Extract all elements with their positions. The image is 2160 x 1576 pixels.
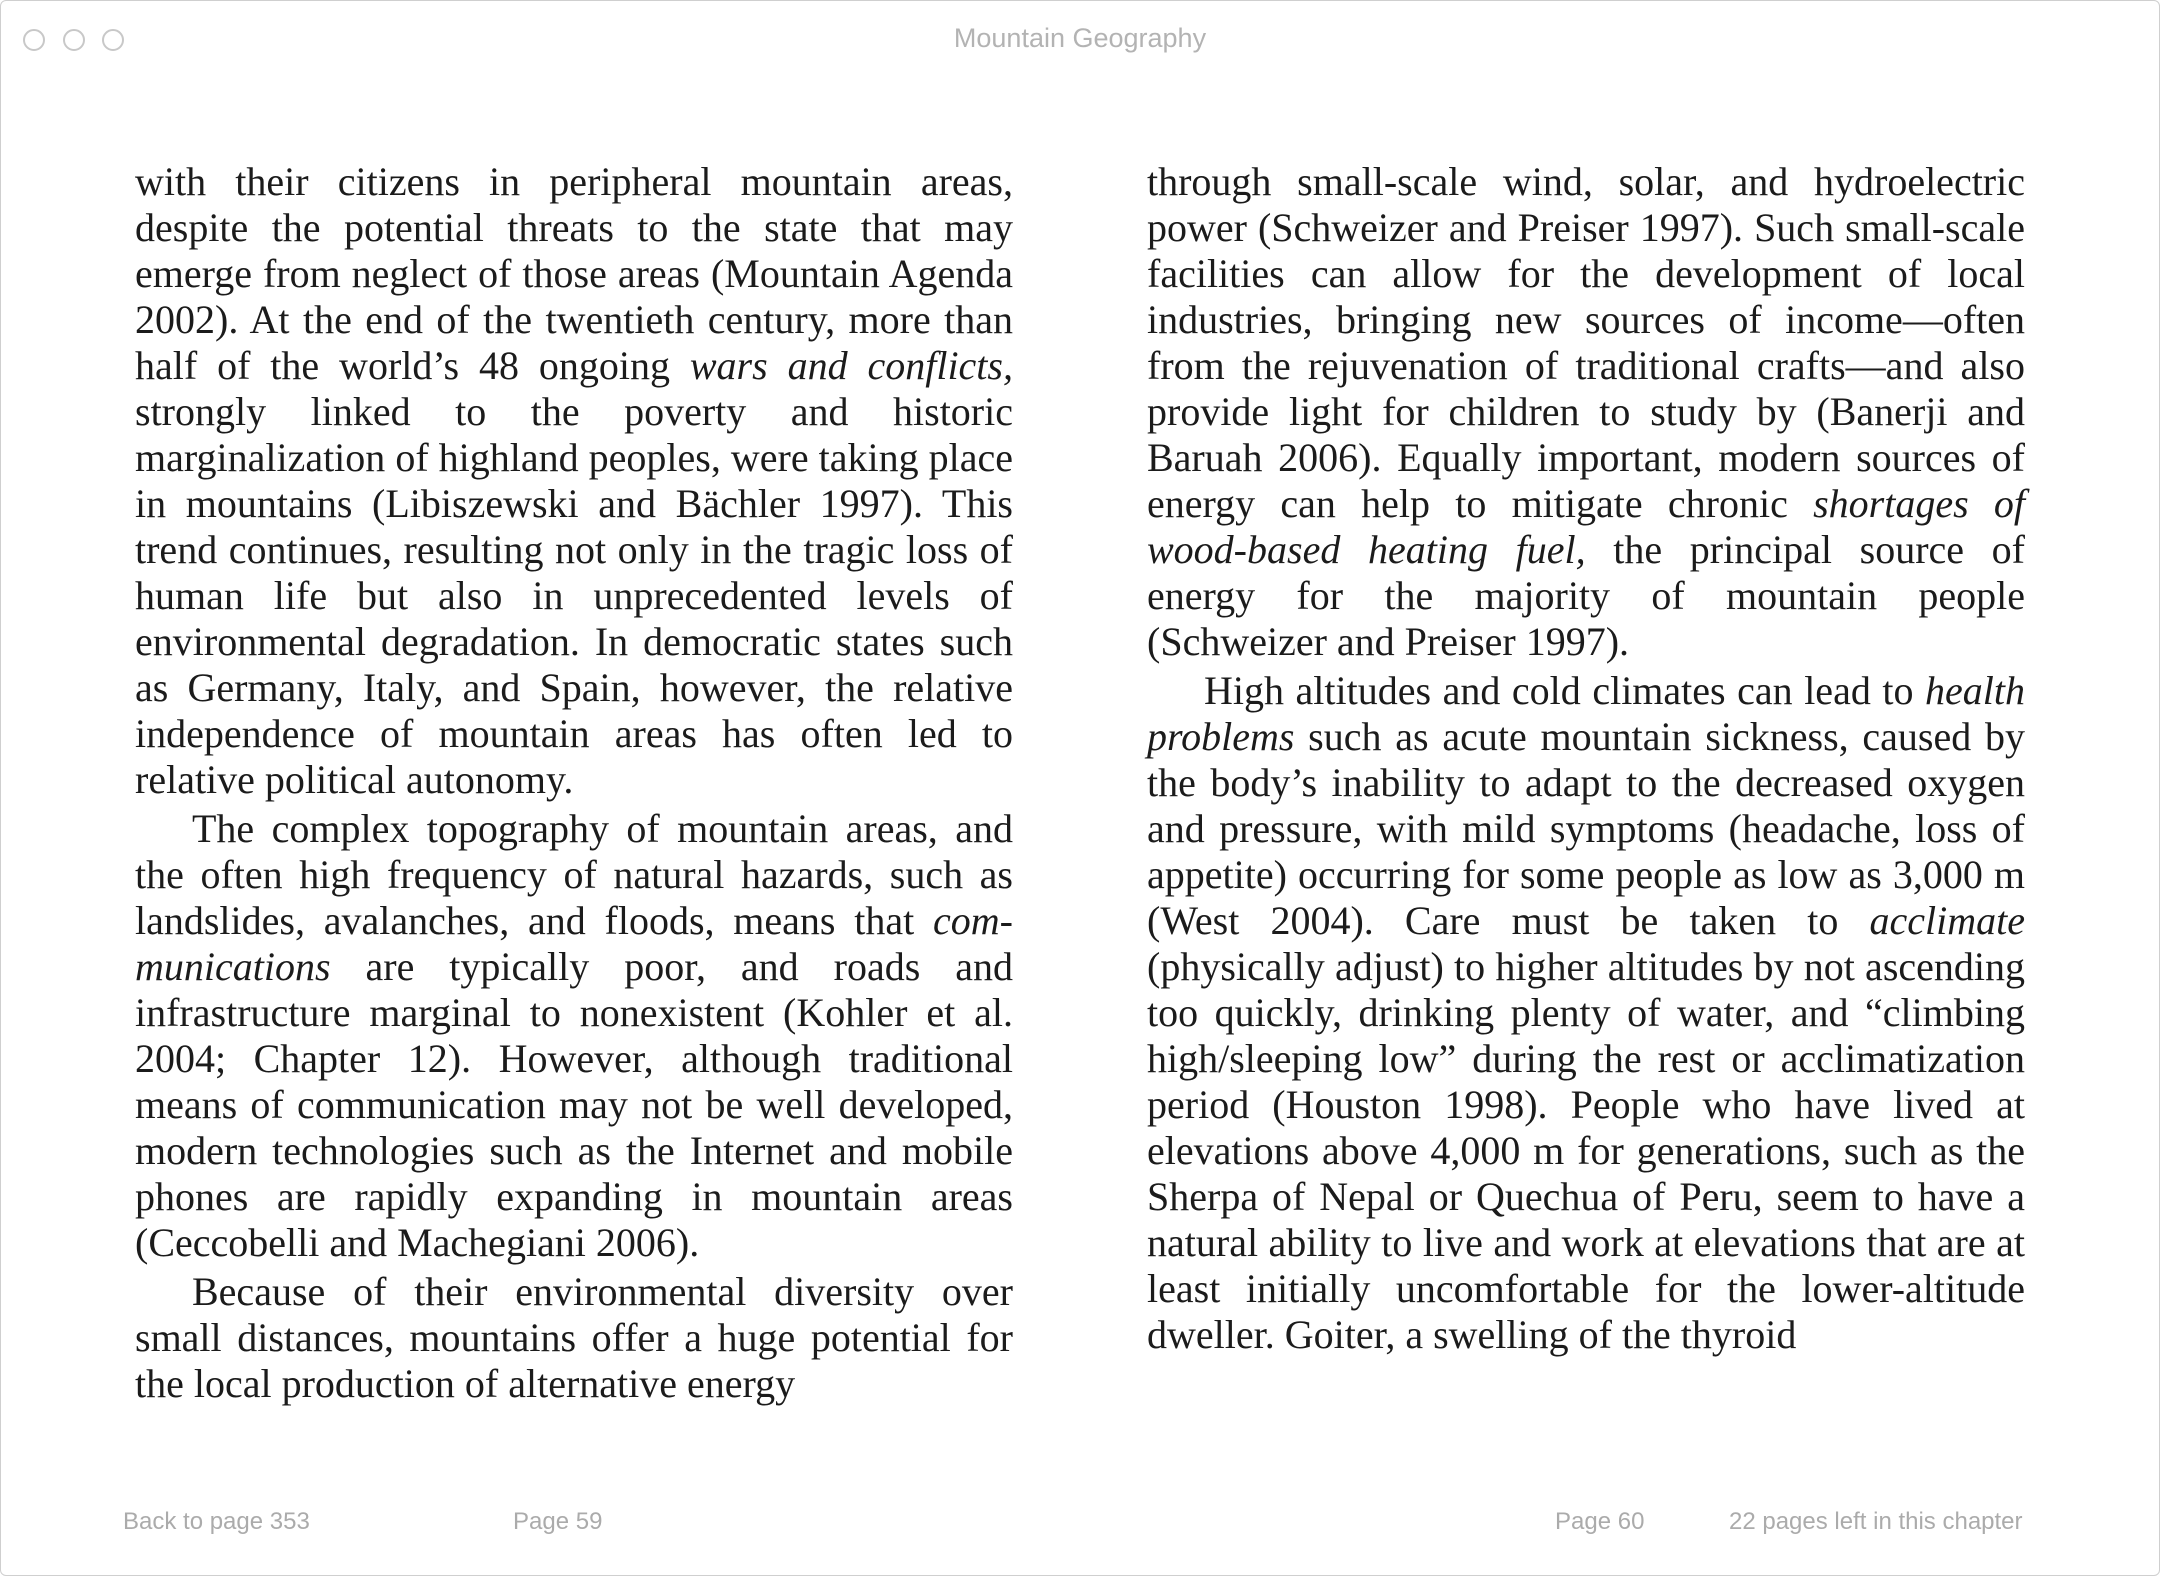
text-run: The complex topography of mountain areas, and the often high frequency of natural hazards, such as landslides, avalanches, and floods, means that [135,806,1013,943]
text-run: such as acute mountain sickness, caused by the body’s inability to adapt to the decreased oxygen and pressure, with mild symptoms (headache, loss of appetite) occurring for some people as low as 3,000 m (West 2004). Care must be taken to [1147,714,2025,943]
text-run: High altitudes and cold climates can lead to [1204,668,1926,713]
text-run: the principal source of energy for the majority of mountain people (Schweizer and Preiser 1997). [1147,527,2026,664]
italic-term: wars and conflicts, [689,343,1013,388]
text-run: strongly linked to the poverty and historic marginalization of highland peoples, were taking place in mountains (Libiszewski and Bächler 1997). This trend continues, resulting not only in the tragic loss of human life but also in unprecedented levels of environmental degradation. In democratic states such as Germany, Italy, and Spain, however, the relative independence of mountain areas has often led to relative political autonomy. [135,389,1013,802]
back-to-page-link[interactable]: Back to page 353 [123,1508,310,1535]
text-run: (physically adjust) to higher altitudes by not ascending too quickly, drinking plenty of water, and “climbing high/sleeping low” during the rest or acclimatization period (Houston 1998). People who have lived at elevations above 4,000 m for generations, such as the Sherpa of Nepal or Quechua of Peru, seem to have a natural ability to live and work at elevations that are at least initially uncomfortable for the lower-altitude dweller. Goiter, a swelling of the thyroid [1147,944,2025,1357]
paragraph [1147,668,2025,1358]
right-page-content [1147,159,2025,1361]
right-page-number: Page 60 [1555,1508,1645,1535]
paragraph [135,159,1013,803]
paragraph [135,806,1013,1266]
text-run: Because of their environmental diversity over small distances, mountains offer a huge potential for the local production of alternative energy [135,1269,1013,1406]
paragraph [1147,159,2025,665]
italic-term: health problems [1147,668,2025,759]
window-title: Mountain Geography [953,23,1207,53]
pages-left-in-chapter: 22 pages left in this chapter [1729,1508,2023,1535]
italic-term: acclimate [1869,898,2025,943]
text-run: with their citizens in peripheral mountain areas, despite the potential threats to the state that may emerge from neglect of those areas (Mountain Agenda 2002). At the end of the twentieth century, more than half of the world’s 48 ongoing [135,159,1013,388]
italic-term: shortages of wood-based heating fuel, [1147,481,2026,572]
text-run: through small-scale wind, solar, and hydroelectric power (Schweizer and Preiser 1997). Such small-scale facilities can allow for the development of local industries, bringing new sources of income—often from the rejuvenation of traditional crafts—and also provide light for children to study by (Banerji and Baruah 2006). Equally important, modern sources of energy can help to mitigate chronic [1147,159,2025,526]
italic-term: communications [135,898,1013,989]
text-run: are typically poor, and roads and infrastructure marginal to nonexistent (Kohler et al. 2004; Chapter 12). However, although traditional means of communication may not be well developed, modern technologies such as the Internet and mobile phones are rapidly expanding in mountain areas (Ceccobelli and Machegiani 2006). [135,944,1013,1265]
left-page-number: Page 59 [513,1508,603,1535]
title-bar[interactable] [1,1,2159,77]
paragraph [135,1269,1013,1407]
left-page-content [135,159,1013,1410]
